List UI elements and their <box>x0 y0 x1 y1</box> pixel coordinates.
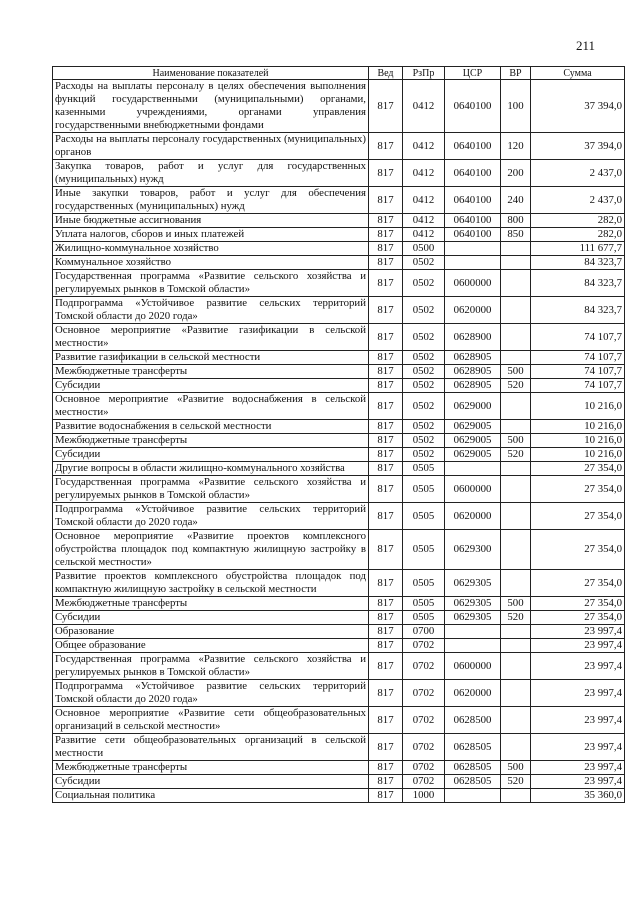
cell-rzpr: 0702 <box>403 653 445 680</box>
cell-ved: 817 <box>369 448 403 462</box>
cell-name: Межбюджетные трансферты <box>53 761 369 775</box>
cell-rzpr: 0502 <box>403 420 445 434</box>
cell-ved: 817 <box>369 270 403 297</box>
table-row <box>53 462 625 476</box>
cell-ved: 817 <box>369 228 403 242</box>
header-csr: ЦСР <box>445 67 501 80</box>
table-row <box>53 297 625 324</box>
cell-sum: 23 997,4 <box>531 653 625 680</box>
cell-vr <box>501 653 531 680</box>
cell-name: Государственная программа «Развитие сельского хозяйства и регулируемых рынков в Томской области» <box>53 653 369 680</box>
cell-name: Основное мероприятие «Развитие водоснабжения в сельской местности» <box>53 393 369 420</box>
cell-sum: 27 354,0 <box>531 570 625 597</box>
cell-sum: 23 997,4 <box>531 734 625 761</box>
cell-name: Закупка товаров, работ и услуг для государственных (муниципальных) нужд <box>53 160 369 187</box>
table-row <box>53 775 625 789</box>
cell-csr: 0620000 <box>445 503 501 530</box>
header-ved: Вед <box>369 67 403 80</box>
cell-vr <box>501 297 531 324</box>
cell-csr: 0628905 <box>445 365 501 379</box>
cell-sum: 23 997,4 <box>531 680 625 707</box>
cell-ved: 817 <box>369 462 403 476</box>
cell-sum: 84 323,7 <box>531 256 625 270</box>
table-row <box>53 228 625 242</box>
cell-vr <box>501 789 531 803</box>
cell-rzpr: 0412 <box>403 80 445 133</box>
cell-name: Межбюджетные трансферты <box>53 434 369 448</box>
cell-sum: 23 997,4 <box>531 625 625 639</box>
cell-csr <box>445 789 501 803</box>
cell-csr: 0629005 <box>445 434 501 448</box>
cell-ved: 817 <box>369 476 403 503</box>
cell-ved: 817 <box>369 653 403 680</box>
cell-sum: 74 107,7 <box>531 351 625 365</box>
cell-vr <box>501 734 531 761</box>
cell-ved: 817 <box>369 420 403 434</box>
cell-rzpr: 0702 <box>403 707 445 734</box>
cell-ved: 817 <box>369 680 403 707</box>
cell-ved: 817 <box>369 214 403 228</box>
cell-csr: 0620000 <box>445 297 501 324</box>
cell-rzpr: 0505 <box>403 503 445 530</box>
cell-csr: 0600000 <box>445 653 501 680</box>
cell-rzpr: 0502 <box>403 270 445 297</box>
cell-sum: 84 323,7 <box>531 270 625 297</box>
cell-ved: 817 <box>369 530 403 570</box>
cell-sum: 23 997,4 <box>531 761 625 775</box>
cell-rzpr: 0500 <box>403 242 445 256</box>
cell-ved: 817 <box>369 133 403 160</box>
cell-vr <box>501 530 531 570</box>
cell-vr <box>501 420 531 434</box>
cell-vr <box>501 503 531 530</box>
table-row <box>53 160 625 187</box>
cell-csr: 0629305 <box>445 611 501 625</box>
cell-rzpr: 0702 <box>403 734 445 761</box>
cell-csr: 0628505 <box>445 761 501 775</box>
table-row <box>53 187 625 214</box>
cell-sum: 74 107,7 <box>531 379 625 393</box>
cell-ved: 817 <box>369 639 403 653</box>
cell-name: Социальная политика <box>53 789 369 803</box>
cell-rzpr: 0502 <box>403 324 445 351</box>
header-rzpr: РзПр <box>403 67 445 80</box>
cell-rzpr: 0702 <box>403 680 445 707</box>
cell-name: Подпрограмма «Устойчивое развитие сельских территорий Томской области до 2020 года» <box>53 680 369 707</box>
cell-vr <box>501 639 531 653</box>
cell-name: Субсидии <box>53 448 369 462</box>
table-row <box>53 324 625 351</box>
table-row <box>53 476 625 503</box>
cell-rzpr: 0505 <box>403 611 445 625</box>
cell-vr: 500 <box>501 761 531 775</box>
cell-vr: 500 <box>501 434 531 448</box>
page-number: 211 <box>576 38 596 53</box>
cell-rzpr: 0502 <box>403 434 445 448</box>
table-row <box>53 448 625 462</box>
cell-name: Основное мероприятие «Развитие сети общеобразовательных организаций в сельской местности» <box>53 707 369 734</box>
cell-sum: 27 354,0 <box>531 503 625 530</box>
cell-vr <box>501 393 531 420</box>
budget-table <box>52 66 625 803</box>
cell-vr: 200 <box>501 160 531 187</box>
table-row <box>53 365 625 379</box>
cell-name: Развитие водоснабжения в сельской местности <box>53 420 369 434</box>
cell-vr: 240 <box>501 187 531 214</box>
table-row <box>53 761 625 775</box>
cell-csr: 0640100 <box>445 80 501 133</box>
cell-sum: 282,0 <box>531 228 625 242</box>
cell-sum: 2 437,0 <box>531 187 625 214</box>
cell-csr: 0640100 <box>445 133 501 160</box>
cell-rzpr: 0505 <box>403 570 445 597</box>
cell-vr: 520 <box>501 379 531 393</box>
table-row <box>53 351 625 365</box>
table-row <box>53 503 625 530</box>
cell-sum: 23 997,4 <box>531 639 625 653</box>
table-row <box>53 734 625 761</box>
cell-rzpr: 0502 <box>403 351 445 365</box>
cell-rzpr: 0505 <box>403 476 445 503</box>
cell-vr: 120 <box>501 133 531 160</box>
table-row <box>53 653 625 680</box>
cell-csr <box>445 639 501 653</box>
cell-name: Уплата налогов, сборов и иных платежей <box>53 228 369 242</box>
table-body <box>53 80 625 803</box>
cell-name: Государственная программа «Развитие сельского хозяйства и регулируемых рынков в Томской области» <box>53 270 369 297</box>
cell-csr: 0640100 <box>445 187 501 214</box>
cell-rzpr: 0502 <box>403 448 445 462</box>
cell-ved: 817 <box>369 734 403 761</box>
cell-rzpr: 0412 <box>403 187 445 214</box>
cell-vr <box>501 462 531 476</box>
cell-sum: 282,0 <box>531 214 625 228</box>
cell-sum: 23 997,4 <box>531 707 625 734</box>
cell-rzpr: 0502 <box>403 393 445 420</box>
cell-ved: 817 <box>369 597 403 611</box>
cell-vr <box>501 270 531 297</box>
cell-sum: 35 360,0 <box>531 789 625 803</box>
cell-rzpr: 0502 <box>403 379 445 393</box>
cell-vr: 800 <box>501 214 531 228</box>
table-row <box>53 379 625 393</box>
cell-ved: 817 <box>369 789 403 803</box>
cell-name: Общее образование <box>53 639 369 653</box>
cell-ved: 817 <box>369 256 403 270</box>
table-row <box>53 434 625 448</box>
cell-csr: 0628505 <box>445 734 501 761</box>
cell-csr: 0600000 <box>445 476 501 503</box>
cell-name: Образование <box>53 625 369 639</box>
cell-name: Подпрограмма «Устойчивое развитие сельских территорий Томской области до 2020 года» <box>53 297 369 324</box>
cell-csr: 0629300 <box>445 530 501 570</box>
cell-name: Субсидии <box>53 775 369 789</box>
cell-rzpr: 0412 <box>403 160 445 187</box>
cell-vr <box>501 351 531 365</box>
table-row <box>53 639 625 653</box>
table-row <box>53 80 625 133</box>
table-row <box>53 707 625 734</box>
cell-sum: 10 216,0 <box>531 448 625 462</box>
table-row <box>53 393 625 420</box>
cell-csr: 0640100 <box>445 160 501 187</box>
cell-ved: 817 <box>369 379 403 393</box>
cell-rzpr: 0702 <box>403 775 445 789</box>
table-row <box>53 270 625 297</box>
cell-sum: 37 394,0 <box>531 80 625 133</box>
header-sum: Сумма <box>531 67 625 80</box>
cell-csr: 0628500 <box>445 707 501 734</box>
cell-ved: 817 <box>369 611 403 625</box>
cell-sum: 27 354,0 <box>531 611 625 625</box>
cell-vr: 500 <box>501 365 531 379</box>
cell-ved: 817 <box>369 775 403 789</box>
cell-name: Коммунальное хозяйство <box>53 256 369 270</box>
cell-sum: 74 107,7 <box>531 324 625 351</box>
cell-vr: 520 <box>501 775 531 789</box>
cell-name: Иные закупки товаров, работ и услуг для обеспечения государственных (муниципальных) нужд <box>53 187 369 214</box>
table-row <box>53 256 625 270</box>
table-row <box>53 597 625 611</box>
cell-rzpr: 0505 <box>403 462 445 476</box>
table-row <box>53 133 625 160</box>
cell-ved: 817 <box>369 393 403 420</box>
cell-sum: 2 437,0 <box>531 160 625 187</box>
cell-name: Подпрограмма «Устойчивое развитие сельских территорий Томской области до 2020 года» <box>53 503 369 530</box>
cell-csr: 0629005 <box>445 448 501 462</box>
cell-rzpr: 0502 <box>403 256 445 270</box>
cell-csr: 0629005 <box>445 420 501 434</box>
table-row <box>53 680 625 707</box>
cell-name: Другие вопросы в области жилищно-коммунального хозяйства <box>53 462 369 476</box>
cell-csr: 0600000 <box>445 270 501 297</box>
cell-csr: 0628905 <box>445 351 501 365</box>
table-row <box>53 420 625 434</box>
cell-sum: 84 323,7 <box>531 297 625 324</box>
cell-ved: 817 <box>369 324 403 351</box>
header-vr: ВР <box>501 67 531 80</box>
cell-sum: 10 216,0 <box>531 420 625 434</box>
cell-vr <box>501 242 531 256</box>
cell-name: Межбюджетные трансферты <box>53 365 369 379</box>
cell-ved: 817 <box>369 365 403 379</box>
cell-vr: 100 <box>501 80 531 133</box>
cell-ved: 817 <box>369 503 403 530</box>
cell-name: Субсидии <box>53 611 369 625</box>
cell-ved: 817 <box>369 625 403 639</box>
cell-ved: 817 <box>369 761 403 775</box>
cell-vr: 850 <box>501 228 531 242</box>
table-header <box>53 67 625 80</box>
cell-name: Межбюджетные трансферты <box>53 597 369 611</box>
cell-sum: 27 354,0 <box>531 462 625 476</box>
cell-name: Развитие сети общеобразовательных организаций в сельской местности <box>53 734 369 761</box>
cell-csr <box>445 625 501 639</box>
cell-csr: 0628900 <box>445 324 501 351</box>
cell-vr <box>501 680 531 707</box>
table-row <box>53 570 625 597</box>
cell-rzpr: 0702 <box>403 639 445 653</box>
cell-vr: 520 <box>501 448 531 462</box>
cell-name: Расходы на выплаты персоналу в целях обеспечения выполнения функций государственными (муниципальными) органами, казенными учреждениями, органами управления государственными внебюджетными фондами <box>53 80 369 133</box>
cell-sum: 23 997,4 <box>531 775 625 789</box>
cell-sum: 27 354,0 <box>531 530 625 570</box>
cell-sum: 10 216,0 <box>531 393 625 420</box>
cell-csr: 0629305 <box>445 570 501 597</box>
cell-rzpr: 0412 <box>403 133 445 160</box>
cell-csr: 0629305 <box>445 597 501 611</box>
cell-ved: 817 <box>369 242 403 256</box>
header-row <box>53 67 625 80</box>
cell-name: Основное мероприятие «Развитие проектов комплексного обустройства площадок под компактную жилищную застройку в сельской местности» <box>53 530 369 570</box>
cell-csr <box>445 242 501 256</box>
cell-name: Развитие проектов комплексного обустройства площадок под компактную жилищную застройку в сельской местности <box>53 570 369 597</box>
cell-csr: 0620000 <box>445 680 501 707</box>
cell-vr <box>501 476 531 503</box>
cell-ved: 817 <box>369 187 403 214</box>
table-row <box>53 214 625 228</box>
cell-csr: 0628505 <box>445 775 501 789</box>
cell-vr <box>501 625 531 639</box>
cell-rzpr: 0505 <box>403 597 445 611</box>
table-row <box>53 530 625 570</box>
cell-ved: 817 <box>369 160 403 187</box>
cell-name: Иные бюджетные ассигнования <box>53 214 369 228</box>
cell-csr: 0629000 <box>445 393 501 420</box>
cell-rzpr: 0702 <box>403 761 445 775</box>
cell-ved: 817 <box>369 707 403 734</box>
cell-rzpr: 0505 <box>403 530 445 570</box>
cell-vr <box>501 324 531 351</box>
cell-sum: 10 216,0 <box>531 434 625 448</box>
cell-rzpr: 0502 <box>403 365 445 379</box>
cell-csr <box>445 462 501 476</box>
cell-vr <box>501 707 531 734</box>
cell-csr: 0640100 <box>445 228 501 242</box>
cell-csr: 0628905 <box>445 379 501 393</box>
cell-ved: 817 <box>369 351 403 365</box>
cell-vr <box>501 570 531 597</box>
table-row <box>53 789 625 803</box>
table-row <box>53 625 625 639</box>
cell-name: Государственная программа «Развитие сельского хозяйства и регулируемых рынков в Томской области» <box>53 476 369 503</box>
cell-sum: 74 107,7 <box>531 365 625 379</box>
cell-vr: 500 <box>501 597 531 611</box>
cell-sum: 111 677,7 <box>531 242 625 256</box>
cell-name: Развитие газификации в сельской местности <box>53 351 369 365</box>
cell-csr <box>445 256 501 270</box>
cell-rzpr: 0700 <box>403 625 445 639</box>
table-row <box>53 242 625 256</box>
table-row <box>53 611 625 625</box>
cell-rzpr: 0412 <box>403 214 445 228</box>
cell-vr: 520 <box>501 611 531 625</box>
cell-name: Основное мероприятие «Развитие газификации в сельской местности» <box>53 324 369 351</box>
cell-rzpr: 0502 <box>403 297 445 324</box>
cell-rzpr: 1000 <box>403 789 445 803</box>
cell-name: Жилищно-коммунальное хозяйство <box>53 242 369 256</box>
cell-vr <box>501 256 531 270</box>
cell-sum: 27 354,0 <box>531 476 625 503</box>
cell-sum: 37 394,0 <box>531 133 625 160</box>
cell-sum: 27 354,0 <box>531 597 625 611</box>
cell-name: Расходы на выплаты персоналу государственных (муниципальных) органов <box>53 133 369 160</box>
cell-ved: 817 <box>369 570 403 597</box>
cell-ved: 817 <box>369 297 403 324</box>
cell-rzpr: 0412 <box>403 228 445 242</box>
cell-name: Субсидии <box>53 379 369 393</box>
cell-ved: 817 <box>369 80 403 133</box>
header-name: Наименование показателей <box>53 67 369 80</box>
cell-csr: 0640100 <box>445 214 501 228</box>
cell-ved: 817 <box>369 434 403 448</box>
